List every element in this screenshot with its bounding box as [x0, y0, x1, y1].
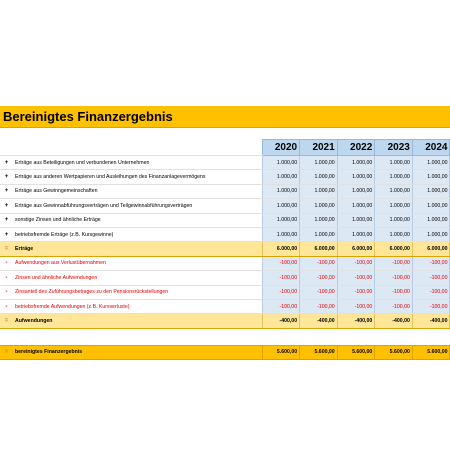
value-cell[interactable]: 1.000,00: [262, 213, 300, 227]
value-cell[interactable]: -100,00: [337, 299, 375, 313]
year-header-cell[interactable]: 2021: [300, 140, 338, 156]
finance-table: [0, 139, 450, 360]
value-cell[interactable]: -100,00: [375, 271, 413, 285]
row-label[interactable]: Zinsanteil des Zuführungsbetrages zu den Pensionsrückstellungen: [13, 285, 262, 299]
value-cell[interactable]: 1.000,00: [412, 156, 450, 170]
value-cell[interactable]: 1.000,00: [300, 199, 338, 213]
row-label[interactable]: Erträge aus Beteiligungen und verbundenen Unternehmen: [13, 156, 262, 170]
year-header-cell[interactable]: 2022: [337, 140, 375, 156]
year-header-cell[interactable]: 2020: [262, 140, 300, 156]
value-cell[interactable]: 1.000,00: [300, 184, 338, 198]
value-cell[interactable]: -100,00: [262, 285, 300, 299]
value-cell[interactable]: -100,00: [375, 285, 413, 299]
year-header-row: [0, 140, 450, 156]
value-cell[interactable]: -100,00: [262, 299, 300, 313]
value-cell[interactable]: 1.000,00: [337, 213, 375, 227]
value-cell[interactable]: 1.000,00: [375, 184, 413, 198]
empty-cell: [300, 328, 338, 345]
table-row: [0, 213, 450, 227]
row-sign: +: [0, 227, 13, 241]
empty-cell: [412, 328, 450, 345]
row-sign: +: [0, 156, 13, 170]
row-sign: +: [0, 184, 13, 198]
row-label[interactable]: Erträge aus anderen Wertpapieren und Ausleihungen des Finanzanlagevermögens: [13, 170, 262, 184]
value-cell[interactable]: 6.000,00: [337, 242, 375, 256]
row-label[interactable]: Erträge aus Gewinnabführungsverträgen und Teilgewinnabführungsverträgen: [13, 199, 262, 213]
value-cell[interactable]: 1.000,00: [375, 156, 413, 170]
row-label[interactable]: Aufwendungen: [13, 314, 262, 328]
row-label[interactable]: bereinigtes Finanzergebnis: [13, 345, 262, 359]
table-row: [0, 285, 450, 299]
sum-row: [0, 345, 450, 359]
value-cell[interactable]: 1.000,00: [300, 170, 338, 184]
value-cell[interactable]: 1.000,00: [300, 156, 338, 170]
table-row: [0, 227, 450, 241]
value-cell[interactable]: 5.600,00: [262, 345, 300, 359]
spreadsheet: [0, 106, 450, 360]
value-cell[interactable]: 1.000,00: [375, 213, 413, 227]
value-cell[interactable]: 1.000,00: [337, 170, 375, 184]
value-cell[interactable]: 6.000,00: [375, 242, 413, 256]
row-label[interactable]: Aufwendungen aus Verlustübernahmen: [13, 256, 262, 270]
row-label[interactable]: Zinsen und ähnliche Aufwendungen: [13, 271, 262, 285]
value-cell[interactable]: -100,00: [262, 256, 300, 270]
spacer-row: [0, 128, 450, 139]
row-sign: -: [0, 271, 13, 285]
value-cell[interactable]: 1.000,00: [412, 227, 450, 241]
value-cell[interactable]: 1.000,00: [262, 199, 300, 213]
row-sign: +: [0, 170, 13, 184]
value-cell[interactable]: -400,00: [412, 314, 450, 328]
row-sign: =: [0, 242, 13, 256]
value-cell[interactable]: 1.000,00: [412, 199, 450, 213]
sum-row: [0, 314, 450, 328]
value-cell[interactable]: 5.600,00: [412, 345, 450, 359]
year-header-cell[interactable]: 2024: [412, 140, 450, 156]
empty-cell: [0, 328, 13, 345]
value-cell[interactable]: -100,00: [412, 256, 450, 270]
value-cell[interactable]: 1.000,00: [300, 227, 338, 241]
header-blank-label: [13, 140, 262, 156]
value-cell[interactable]: 1.000,00: [412, 170, 450, 184]
empty-cell: [375, 328, 413, 345]
table-row: [0, 271, 450, 285]
table-row: [0, 299, 450, 313]
row-label[interactable]: betriebsfremde Aufwendungen (z.B. Kursverluste): [13, 299, 262, 313]
empty-row: [0, 328, 450, 345]
empty-cell: [13, 328, 262, 345]
sheet-title: Bereinigtes Finanzergebnis: [0, 106, 450, 128]
row-sign: +: [0, 213, 13, 227]
value-cell[interactable]: 1.000,00: [262, 170, 300, 184]
value-cell[interactable]: 6.000,00: [300, 242, 338, 256]
value-cell[interactable]: 5.600,00: [337, 345, 375, 359]
row-sign: -: [0, 299, 13, 313]
value-cell[interactable]: 1.000,00: [375, 227, 413, 241]
value-cell[interactable]: -100,00: [300, 285, 338, 299]
value-cell[interactable]: -100,00: [412, 271, 450, 285]
empty-cell: [337, 328, 375, 345]
value-cell[interactable]: 1.000,00: [262, 184, 300, 198]
value-cell[interactable]: -100,00: [337, 285, 375, 299]
value-cell[interactable]: 6.000,00: [412, 242, 450, 256]
value-cell[interactable]: 1.000,00: [337, 199, 375, 213]
value-cell[interactable]: -100,00: [412, 299, 450, 313]
value-cell[interactable]: -100,00: [337, 256, 375, 270]
row-label[interactable]: betriebsfremde Erträge (z.B. Kursgewinne): [13, 227, 262, 241]
value-cell[interactable]: 1.000,00: [375, 170, 413, 184]
row-sign: -: [0, 285, 13, 299]
header-blank-sign: [0, 140, 13, 156]
value-cell[interactable]: -100,00: [337, 271, 375, 285]
value-cell[interactable]: 1.000,00: [262, 156, 300, 170]
empty-cell: [262, 328, 300, 345]
table-row: [0, 199, 450, 213]
row-label[interactable]: Erträge aus Gewinngemeinschaften: [13, 184, 262, 198]
value-cell[interactable]: -100,00: [412, 285, 450, 299]
value-cell[interactable]: -100,00: [300, 299, 338, 313]
value-cell[interactable]: -400,00: [262, 314, 300, 328]
value-cell[interactable]: 1.000,00: [262, 227, 300, 241]
table-row: [0, 156, 450, 170]
value-cell[interactable]: -100,00: [375, 256, 413, 270]
row-label[interactable]: sonstige Zinsen und ähnliche Erträge: [13, 213, 262, 227]
value-cell[interactable]: -100,00: [300, 256, 338, 270]
sum-row: [0, 242, 450, 256]
value-cell[interactable]: 1.000,00: [337, 156, 375, 170]
value-cell[interactable]: -400,00: [375, 314, 413, 328]
value-cell[interactable]: 1.000,00: [412, 184, 450, 198]
row-sign: -: [0, 256, 13, 270]
value-cell[interactable]: -400,00: [337, 314, 375, 328]
row-sign: +: [0, 199, 13, 213]
value-cell[interactable]: 1.000,00: [300, 213, 338, 227]
row-sign: =: [0, 345, 13, 359]
year-header-cell[interactable]: 2023: [375, 140, 413, 156]
value-cell[interactable]: 1.000,00: [412, 213, 450, 227]
value-cell[interactable]: 5.600,00: [300, 345, 338, 359]
value-cell[interactable]: 6.000,00: [262, 242, 300, 256]
table-row: [0, 170, 450, 184]
value-cell[interactable]: -100,00: [375, 299, 413, 313]
value-cell[interactable]: 1.000,00: [337, 227, 375, 241]
table-row: [0, 256, 450, 270]
value-cell[interactable]: -100,00: [262, 271, 300, 285]
table-row: [0, 184, 450, 198]
value-cell[interactable]: -400,00: [300, 314, 338, 328]
value-cell[interactable]: 5.600,00: [375, 345, 413, 359]
row-sign: =: [0, 314, 13, 328]
value-cell[interactable]: 1.000,00: [337, 184, 375, 198]
value-cell[interactable]: -100,00: [300, 271, 338, 285]
row-label[interactable]: Erträge: [13, 242, 262, 256]
value-cell[interactable]: 1.000,00: [375, 199, 413, 213]
